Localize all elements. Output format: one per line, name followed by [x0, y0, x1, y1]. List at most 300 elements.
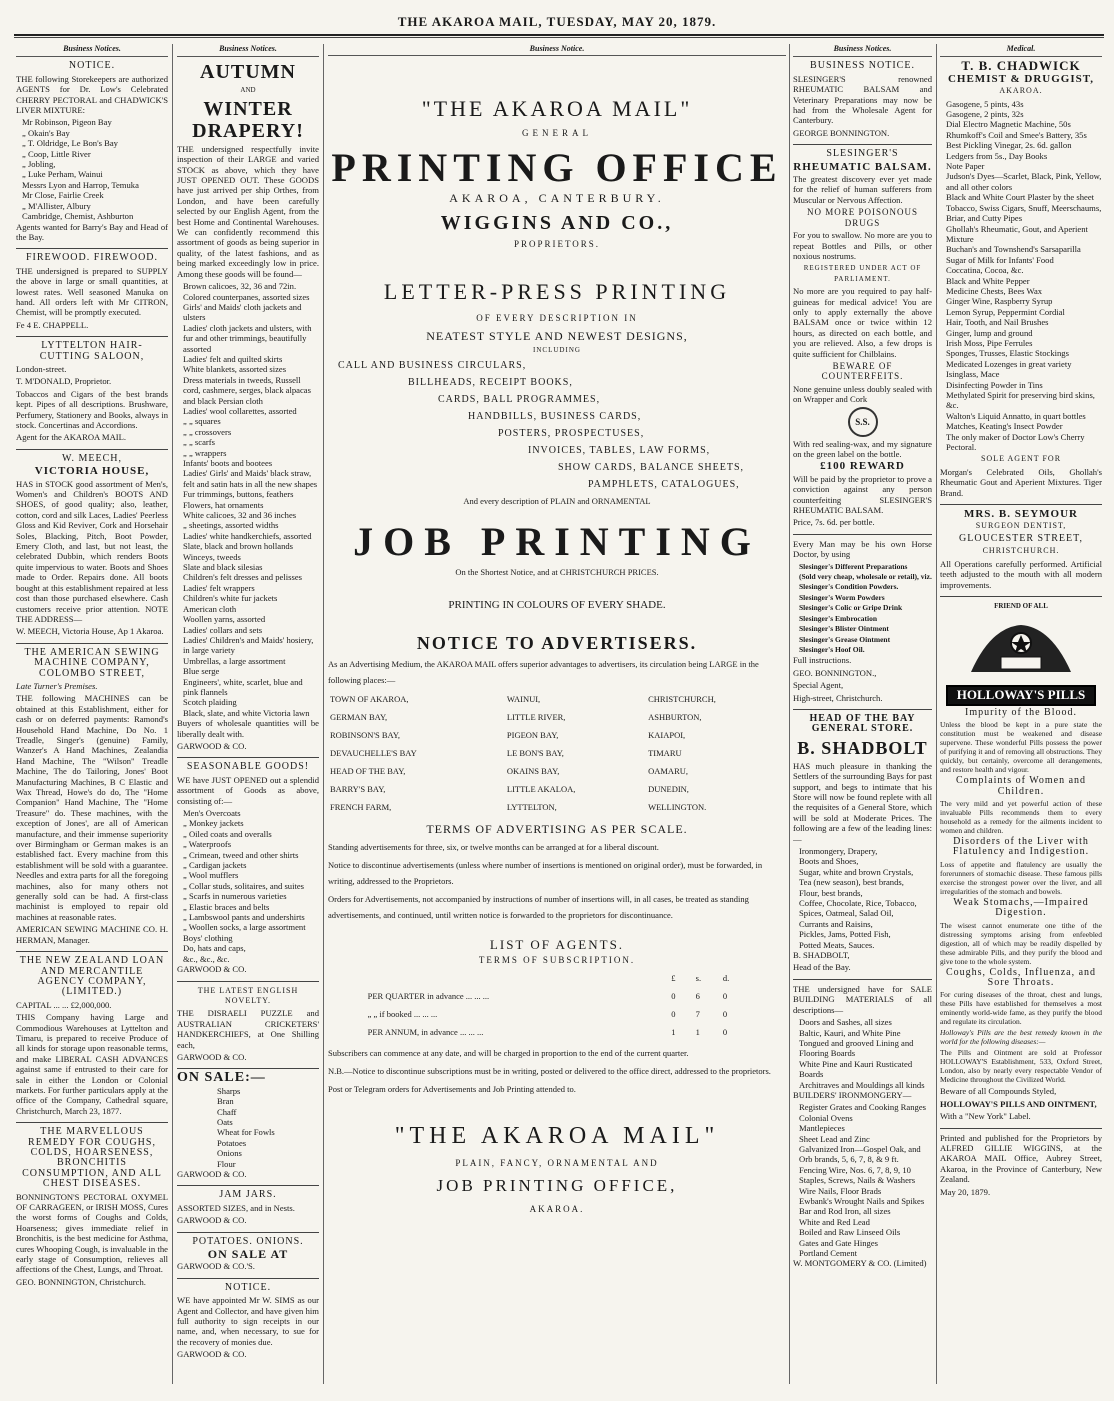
shadbolt-item: Flour, best brands, [799, 887, 863, 898]
seasonable-item: „ Lambswool pants and undershirts [183, 912, 305, 923]
town-cell: PIGEON BAY, [506, 730, 559, 740]
separator [16, 643, 168, 644]
complaints-body: The very mild and yet powerful action of these invaluable Pills recommends them to every household as a remedy for the ailments incident to women and children. [940, 798, 1102, 835]
sewing-signature: AMERICAN SEWING MACHINE CO. H. HERMAN, Manager. [16, 924, 168, 945]
product-item: Note Paper [946, 161, 985, 172]
drapery-item: American cloth [183, 603, 237, 614]
chadwick-heading: T. B. CHADWICK [961, 58, 1081, 74]
preparation-item: Slesinger's Worm Powders [799, 592, 885, 602]
preparation-item: Slesinger's Condition Powders. [799, 582, 899, 592]
sub-cell: 0 [671, 991, 676, 1001]
drapery-item: Colored counterpanes, assorted sizes [183, 291, 310, 302]
town-cell: ASHBURTON, [648, 712, 702, 722]
towns-row [328, 726, 786, 744]
agent-item: „ M'Allister, Albury [22, 200, 91, 211]
seasonable-item: „ Crimean, tweed and other shirts [183, 849, 299, 860]
preparation-item: Slesinger's Blister Ointment [799, 624, 889, 634]
onsale-item: Flour [217, 1158, 236, 1169]
shadbolt-item: Pickles, Jams, Potted Fish, [799, 929, 891, 940]
agents-list [16, 117, 168, 221]
product-item: Ghollah's Rheumatic, Gout, and Aperient Mixture [946, 223, 1088, 244]
subscribers-paragraph: Subscribers can commence at any date, and will be charged in proportion to the end of the current quarter. [328, 1048, 689, 1058]
product-item: Gasogene, 5 pints, 43s [946, 98, 1024, 109]
product-item: Coccatina, Cocoa, &c. [946, 265, 1024, 276]
and-heading: AND [240, 86, 256, 95]
shadbolt-heading: B. SHADBOLT [797, 737, 928, 758]
sub-cell: 0 [671, 1009, 676, 1019]
drapery-items [177, 281, 319, 718]
registered-heading: REGISTERED UNDER ACT OF PARLIAMENT. [803, 264, 922, 283]
seasonable-item: „ Elastic braces and belts [183, 901, 270, 912]
towns-row [328, 780, 786, 798]
seasonable-item: „ Wool mufflers [183, 870, 239, 881]
shadbolt-item: Potted Meats, Sauces. [799, 939, 875, 950]
separator [793, 709, 932, 710]
separator [16, 336, 168, 337]
onsale-item: Onions [217, 1148, 242, 1159]
beware-heading: BEWARE OF COUNTERFEITS. [821, 360, 904, 382]
shadbolt-items [793, 846, 932, 950]
separator [177, 1278, 319, 1279]
product-item: Irish Moss, Pipe Ferrules [946, 337, 1033, 348]
including-label: INCLUDING [533, 346, 581, 354]
printing-item: BILLHEADS, RECEIPT BOOKS, [408, 377, 573, 388]
drapery-item: Slate and black silesias [183, 562, 263, 573]
towns-row [328, 762, 786, 780]
jam-title: JAM JARS. [219, 1189, 277, 1201]
product-item: Dial Electro Magnetic Machine, 50s [946, 119, 1071, 130]
standing-paragraph: Standing advertisements for three, six, or twelve months can be arranged at for a liberal discount. [328, 842, 659, 852]
product-item: Walton's Liquid Annatto, in quart bottles [946, 410, 1086, 421]
sub-cell: 1 [695, 1027, 700, 1037]
remedy-title: THE MARVELLOUS REMEDY FOR COUGHS, COLDS, HOARSENESS, BRONCHITIS CONSUMPTION, AND ALL CHEST DISEASES. [22, 1126, 162, 1190]
shadbolt-signature-2: Head of the Bay. [793, 962, 851, 973]
printing-item: INVOICES, TABLES, LAW FORMS, [528, 445, 711, 456]
drapery-item: „ „ wrappers [183, 447, 227, 458]
shadbolt-signature: B. SHADBOLT, [793, 950, 850, 961]
liver-body: Loss of appetite and flatulency are usually the forerunners of stomachic disease. These famous pills exercise the strongest power over the liver, and all irregularities of the stomach and bowels. [940, 859, 1102, 896]
column-4 [793, 44, 932, 1384]
column-divider [789, 44, 790, 1384]
agent-item: Cambridge, Chemist, Ashburton [22, 211, 134, 222]
sub-cell: PER ANNUM, in advance ... ... ... [367, 1027, 484, 1037]
separator [940, 1128, 1102, 1129]
agent-item: „ Jobling, [22, 159, 56, 170]
seasonable-item: „ Scarfs in numerous varieties [183, 891, 287, 902]
preparation-item: Slesinger's Different Preparations [799, 561, 908, 571]
separator [16, 449, 168, 450]
reward-body: Will be paid by the proprietor to prove a conviction against any person counterfeiting SLESINGER'S RHEUMATIC BALSAM. [793, 473, 932, 516]
town-cell: GERMAN BAY, [330, 712, 388, 722]
reward-heading: £100 REWARD [820, 460, 905, 473]
building-item: Baltic, Kauri, and White Pine Tongued and grooved Lining and Flooring Boards [799, 1027, 914, 1059]
wiggins-heading: WIGGINS AND CO., [440, 212, 674, 234]
sub-cell: 6 [695, 991, 700, 1001]
printing-office-heading: PRINTING OFFICE [331, 145, 783, 190]
sole-agent-items: Morgan's Celebrated Oils, Ghollah's Rheumatic Gout and Aperient Mixtures. Tiger Brand. [940, 466, 1102, 498]
drapery-item: White calicoes, 32 and 36 inches [183, 510, 297, 521]
masthead: THE AKAROA MAIL, TUESDAY, MAY 20, 1879. [397, 14, 717, 29]
montgomery-body: THE undersigned have for SALE BUILDING MATERIALS of all descriptions— [793, 983, 932, 1015]
sole-agent-heading: SOLE AGENT FOR [980, 454, 1062, 464]
seymour-heading: MRS. B. SEYMOUR [963, 508, 1078, 521]
preparations-list [793, 562, 932, 656]
colours-heading: PRINTING IN COLOURS OF EVERY SHADE. [448, 599, 666, 611]
drapery-item: Girls' and Maids' cloth jackets and ulsters [183, 301, 302, 323]
new-york-label: With a "New York" Label. [940, 1111, 1031, 1122]
every-description: OF EVERY DESCRIPTION IN [476, 313, 638, 323]
town-cell: CHRISTCHURCH, [648, 694, 716, 704]
coughs-heading: Coughs, Colds, Influenza, and Sore Throats. [945, 966, 1097, 988]
business-notice-title: BUSINESS NOTICE. [810, 60, 915, 72]
town-cell: DEVAUCHELLE'S BAY [330, 748, 417, 758]
complaints-heading: Complaints of Women and Children. [955, 775, 1087, 797]
nb-paragraph: N.B.—Notice to discontinue subscriptions must be in writing, posted or delivered to the office direct, addressed to the proprietors. [328, 1066, 771, 1076]
notice-title: NOTICE. [68, 60, 116, 72]
agent-item: Mr Robinson, Pigeon Bay [22, 117, 112, 128]
seasonable-item: &c., &c., &c. [183, 953, 230, 964]
town-cell: ROBINSON'S BAY, [330, 730, 401, 740]
meech-house: VICTORIA HOUSE, [34, 465, 150, 478]
building-items [793, 1017, 932, 1090]
novelty-title: THE LATEST ENGLISH NOVELTY. [197, 985, 299, 1005]
akaroa-label: AKAROA. [529, 1204, 585, 1214]
subscription-table [365, 969, 750, 1041]
lyttelton-body: Tobaccos and Cigars of the best brands kept. Pipes of all descriptions. Brushware, Perfumery, Stationery and Books, always in stock. Concertinas and Accordions. [16, 388, 168, 430]
town-cell: HEAD OF THE BAY, [330, 766, 406, 776]
agent-item: Messrs Lyon and Harrop, Temuka [22, 179, 139, 190]
shadbolt-item: Currants and Raisins, [799, 918, 873, 929]
no-more-body: For you to swallow. No more are you to repeat Bottles and Pills, or other noxious nostrums. [793, 230, 932, 261]
onsale-item: Bran [217, 1096, 234, 1107]
no-more-heading: NO MORE POISONOUS DRUGS [806, 207, 918, 228]
column-heading: Business Notices. [16, 44, 168, 57]
drapery-item: Ladies' white handkerchiefs, assorted [183, 530, 312, 541]
shadbolt-body: HAS much pleasure in thanking the Settlers of the surrounding Bays for past support, and begs to intimate that his Store will now be found replete with all the requisites of a General Store, which will be sold at Moderate Prices. The following are a few of the leading lines:— [793, 760, 932, 844]
seymour-body: All Operations carefully performed. Artificial teeth adjusted to the mouth with all modern improvements. [940, 558, 1102, 590]
building-item: White Pine and Kauri Rusticated Boards [799, 1058, 913, 1080]
winter-drapery-heading: WINTER DRAPERY! [192, 97, 304, 142]
preparation-item: Slesinger's Grease Ointment [799, 634, 891, 644]
column-heading: Business Notices. [793, 44, 932, 57]
product-item: Sponges, Trusses, Elastic Stockings [946, 348, 1069, 359]
proprietors-label: PROPRIETORS. [513, 239, 601, 249]
town-cell: LITTLE RIVER, [506, 712, 566, 722]
meech-body: HAS in STOCK good assortment of Men's, Women's and Children's BOOTS AND SHOES, of good quality; also, leather, cotton, cord and silk Laces, Ladies' Peerless Gloss and Kid Reviver, Cork and Horsehair Soles, Blacking, Pitch, Boot Powder, Emery Cloth, and last, but not least, the celebrated Dubbin, which renders Boots quite impervious to water. Boots and Shoes made to Order. Repairs done. All boots bought at this establishment repaired at less cost than those purchased elsewhere. Cash customers receive prior attention. NOTE THE ADDRESS— [16, 478, 168, 624]
shadbolt-item: Sugar, white and brown Crystals, [799, 866, 914, 877]
printing-item: CALL AND BUSINESS CIRCULARS, [338, 360, 527, 371]
registered-body: No more are you required to pay half-guineas for medical advice! You are only to apply externally the above BALSAM once or twice within 12 hours, as directed on each bottle, and you are relieved. Also, a few drops is quite sufficient for Chilblains. [793, 286, 932, 359]
pills-ointment: HOLLOWAY'S PILLS AND OINTMENT, [940, 1098, 1097, 1109]
lyttelton-proprietor: T. M'DONALD, Proprietor. [16, 376, 112, 387]
lyttelton-agent: Agent for the AKAROA MAIL. [16, 432, 127, 443]
shadbolt-item: Boots and Shoes, [799, 856, 859, 867]
shadbolt-item: Ironmongery, Drapery, [799, 846, 878, 856]
garwood-signature: GARWOOD & CO. [177, 1349, 247, 1360]
plain-ornamental: And every description of PLAIN and ORNAMENTAL [463, 496, 651, 506]
product-item: Buchan's and Townshend's Sarsaparilla [946, 244, 1081, 255]
ironmongery-item: Wire Nails, Floor Brads [799, 1185, 882, 1196]
drapery-item: Woollen yarns, assorted [183, 614, 266, 625]
ironmongery-item: Mantlepieces [799, 1123, 845, 1134]
notice-advertisers-heading: NOTICE TO ADVERTISERS. [416, 633, 698, 653]
column-1 [16, 44, 168, 1384]
drapery-item: Ladies' collars and sets [183, 624, 263, 635]
preparation-item: Slesinger's Embrocation [799, 613, 877, 623]
drapery-item: Blue serge [183, 666, 220, 677]
town-cell: TIMARU [648, 748, 682, 758]
preparation-item: (Sold very cheap, wholesale or retail), viz. [799, 572, 932, 582]
seasonable-item: „ Oiled coats and overalls [183, 828, 272, 839]
onsale-item: Potatoes [217, 1137, 247, 1148]
town-cell: TOWN OF AKAROA, [330, 694, 409, 704]
loan-title: THE NEW ZEALAND LOAN AND MERCANTILE AGENCY COMPANY, (LIMITED.) [19, 955, 165, 998]
jam-body: ASSORTED SIZES, and in Nests. [177, 1202, 295, 1213]
drapery-item: Engineers', white, scarlet, blue and pink flannels [183, 676, 303, 697]
drapery-body: THE undersigned respectfully invite inspection of their LARGE and varied STOCK as above, which they have JUST OPENED OUT. These GOODS have just arrived per ship Orthes, from London, and have been carefully selected by our English Agent, from the best Home and Continental Warehouses. We can confidently recommend this assortment of goods as being superior in quality, of the latest fashions, and as being marked exceedingly low in price. Among these goods will be found— [177, 143, 319, 279]
separator [177, 1185, 319, 1186]
subscription-row [365, 1005, 750, 1023]
sub-header-cell: £ [671, 973, 676, 983]
separator [16, 1122, 168, 1123]
sub-cell: 1 [671, 1027, 676, 1037]
lyttelton-title: LYTTELTON HAIR-CUTTING SALOON, [39, 340, 145, 362]
loan-body: THIS Company having Large and Commodious Warehouses at Lyttelton and Timaru, is prepared to receive Produce of all kinds for storage upon reasonable terms, and make LIBERAL CASH ADVANCES against same if entrusted to their care for sale in either the London or Colonial markets. For further particulars apply at the office of the Company, Cathedral square, Christchurch, March 23, 1877. [16, 1012, 168, 1116]
separator [793, 979, 932, 980]
potatoes-body: ON SALE AT [207, 1247, 289, 1262]
product-item: Ledgers from 5s., Day Books [946, 150, 1048, 161]
drapery-item: Ladies' felt wrappers [183, 582, 255, 593]
chemist-products [940, 99, 1102, 453]
town-cell: OKAINS BAY, [506, 766, 560, 776]
christchurch-label: CHRISTCHURCH. [982, 546, 1060, 556]
terms-advertising: TERMS OF ADVERTISING AS PER SCALE. [426, 822, 688, 836]
notice-body: WE have appointed Mr W. SIMS as our Agent and Collector, and have given him full authority to sign receipts in our name, and, when necessary, to sue for the recovery of monies due. [177, 1295, 319, 1347]
sub-header-cell: d. [722, 973, 730, 983]
seasonable-item: „ Woollen socks, a large assortment [183, 922, 306, 933]
bonnington-signature: GEORGE BONNINGTON. [793, 127, 890, 138]
onsale-item: Wheat for Fowls [217, 1127, 275, 1138]
column-2 [177, 44, 319, 1384]
head-bay-heading: HEAD OF THE BAY GENERAL STORE. [809, 712, 916, 735]
remedy-body: BONNINGTON'S PECTORAL OXYMEL OF CARRAGEEN, or IRISH MOSS, Cures the worst forms of Coughs and Colds, Hoarseness; gives immediate relief in Bronchitis, is the best medicine for Asthma, cures Whooping Cough, is invaluable in the early stage of Consumption, relieves all affections of the Chest, Lungs, and Throat. [16, 1191, 168, 1275]
terms-subscription: TERMS OF SUBSCRIPTION. [478, 955, 636, 965]
imprint-date: May 20, 1879. [940, 1186, 991, 1197]
center-printing-advert [328, 44, 786, 1384]
ironmongery-item: Register Grates and Cooking Ranges [799, 1102, 926, 1113]
sub-cell: 7 [695, 1009, 700, 1019]
holloways-pills-banner: HOLLOWAY'S PILLS [946, 685, 1096, 705]
sub-cell: 0 [722, 1027, 728, 1037]
price: Price, 7s. 6d. per bottle. [793, 517, 875, 528]
separator [177, 1068, 319, 1069]
towns-row [328, 744, 786, 762]
ironmongery-item: White and Red Lead [799, 1216, 870, 1227]
drapery-item: Dress materials in tweeds, Russell cord, cashmere, serges, black alpacas and black Persian cloth [183, 374, 311, 406]
column-5 [940, 44, 1102, 1384]
firewood-body: THE undersigned is prepared to SUPPLY the above in large or small quantities, at lowest rates. Well seasoned Manuka on hand. All orders left with Mr CITRON, Chemist, will be promptly executed. [16, 265, 168, 318]
gloucester-label: GLOUCESTER STREET, [959, 532, 1083, 544]
onsale-item: Chaff [217, 1106, 237, 1117]
seasonable-item: Men's Overcoats [183, 808, 241, 818]
printed-imprint: Printed and published for the Proprietors by ALFRED GILLIE WIGGINS, at the AKAROA MAIL Office, Aubrey Street, Akaroa, in the Province of Canterbury, New Zealand. [940, 1132, 1102, 1185]
slesinger-name: SLESINGER'S [826, 148, 899, 160]
autumn-heading: AUTUMN [200, 61, 296, 84]
product-item: Black and White Pepper [946, 275, 1030, 286]
rheumatic-heading: RHEUMATIC BALSAM. [793, 160, 932, 173]
garwood-signature: GARWOOD & CO. [177, 1215, 247, 1226]
seasonable-title: SEASONABLE GOODS! [186, 761, 310, 773]
towns-row [328, 690, 786, 708]
seasonable-item: „ Waterproofs [183, 839, 232, 850]
remedy-signature: GEO. BONNINGTON, Christchurch. [16, 1276, 146, 1287]
drapery-item: „ „ crossovers [183, 426, 232, 437]
product-item: Ginger Wine, Raspberry Syrup [946, 296, 1053, 307]
drapery-item: Ladies' felt and quilted skirts [183, 353, 283, 364]
firewood-signature: Fe 4 E. CHAPPELL. [16, 319, 89, 330]
sewing-subtitle: Late Turner's Premises. [16, 680, 98, 691]
post-paragraph: Post or Telegram orders for Advertisements and Job Printing attended to. [328, 1084, 576, 1094]
job-printing-office-heading: JOB PRINTING OFFICE, [436, 1176, 678, 1195]
ironmongery-item: Boiled and Raw Linseed Oils [799, 1227, 901, 1238]
akaroa-mail-title: "THE AKAROA MAIL" [421, 96, 693, 121]
drapery-item: Scotch plaiding [183, 697, 237, 708]
garwood-signature: GARWOOD & CO. [177, 964, 247, 975]
product-item: Isinglass, Mace [946, 369, 1000, 380]
shadbolt-item: Tea (new season), best brands, [799, 877, 904, 888]
neatest-style: NEATEST STYLE AND NEWEST DESIGNS, [426, 329, 688, 343]
drapery-item: Children's felt dresses and pelisses [183, 572, 302, 583]
towns-row [328, 798, 786, 816]
royal-crest-icon [961, 617, 1081, 679]
sub-cell: „ „ if booked ... ... ... [367, 1009, 438, 1019]
product-item: Tobacco, Swiss Cigars, Snuff, Meerschaums, Briar, and Cutty Pipes [946, 202, 1102, 224]
drapery-item: Black, slate, and white Victoria lawn [183, 707, 310, 718]
garwood-signature: GARWOOD & CO. [177, 740, 247, 751]
building-item: Doors and Sashes, all sizes [799, 1017, 892, 1028]
product-item: Gasogene, 2 pints, 32s [946, 109, 1024, 120]
product-item: Medicine Chests, Bees Wax [946, 285, 1043, 296]
ironmongery-item: Ewbank's Wrought Nails and Spikes [799, 1196, 925, 1206]
column-divider [172, 44, 173, 1384]
drapery-item: Umbrellas, a large assortment [183, 655, 286, 666]
separator [16, 951, 168, 952]
meech-signature: W. MEECH, Victoria House, Ap 1 Akaroa. [16, 626, 164, 637]
product-item: Medicated Lozenges in great variety [946, 358, 1072, 369]
drapery-item: „ „ scarfs [183, 437, 215, 448]
seasonable-item: Boys' clothing [183, 932, 233, 943]
plain-fancy-label: PLAIN, FANCY, ORNAMENTAL AND [455, 1158, 659, 1168]
seasonable-item: „ Cardigan jackets [183, 860, 247, 871]
pills-body: The Pills and Ointment are sold at Professor HOLLOWAY'S Establishment, 533, Oxford Street, London, also by nearly every respectable Vendor of Medicine throughout the Civilized World. [940, 1048, 1102, 1085]
masthead-rule [14, 34, 1104, 36]
garwood-signature: GARWOOD & CO.'S. [177, 1261, 255, 1272]
beware-compounds: Beware of all Compounds Styled, [940, 1086, 1057, 1097]
drapery-item: Brown calicoes, 32, 36 and 72in. [183, 281, 297, 292]
special-agent: Special Agent, [793, 680, 844, 691]
separator [16, 248, 168, 249]
slesinger-body: SLESINGER'S renowned RHEUMATIC BALSAM and Veterinary Preparations may now be had from the Wholesale Agent for Canterbury. [793, 73, 932, 126]
beware-body: None genuine unless doubly sealed with on Wrapper and Cork [793, 383, 932, 405]
loan-capital: CAPITAL ... ... £2,000,000. [16, 999, 112, 1010]
letterpress-heading: LETTER-PRESS PRINTING [383, 279, 731, 304]
seal-body: With red sealing-wax, and my signature on the green label on the bottle. [793, 438, 932, 459]
drapery-item: Ladies' Children's and Maids' hosiery, in large variety [183, 634, 314, 656]
agents-wanted: Agents wanted for Barry's Bay and Head of the Bay. [16, 221, 168, 242]
subscription-row [365, 987, 750, 1005]
ironmongery-item: Colonial Ovens [799, 1112, 853, 1123]
column-heading: Business Notice. [328, 44, 786, 56]
ironmongery-item: Sheet Lead and Zinc [799, 1133, 870, 1144]
sewing-body: THE following MACHINES can be obtained at this Establishment, either for cash or on deferred payments: Ramond's Household Hand Machine, Do No. 1 Treadle, Singer's (genuine) Family, Wanzer's A Hand Machines, Zealandia Hand Machine, The "Wilson" Treadle Machine, The do Tailoring, Jones' Boot Manufacturing Machines, B C Elastic and Wax Thread, Howe's do do, The "Home Companion" Hand Machine, The "Home Treasure" do. These machines, with the exception of Jones', are all of American manufacture, and their immense superiority over Birmingham or German makes is an established fact. Every machine from this establishment will be sold with a guarantee. Needles and extra parts for all the foregoing machines, also for many others not generally sold can be had. A first-class machinist is employed to repair old machines at reasonable rates. [16, 693, 168, 922]
preparation-item: Slesinger's Hoof Oil. [799, 644, 865, 654]
product-item: Rhumkoff's Coil and Smee's Battery, 35s [946, 129, 1087, 140]
discontinue-paragraph: Notice to discontinue advertisements (unless where number of insertions is mentioned on original order), must be forwarded, in writing, addressed to the Proprietors. [328, 860, 763, 886]
drapery-item: Slate, black and brown hollands [183, 541, 294, 552]
column-heading: Medical. [940, 44, 1102, 57]
town-cell: WAINUI, [506, 694, 541, 704]
printing-item: SHOW CARDS, BALANCE SHEETS, [558, 462, 744, 473]
product-item: Matches, Keating's Insect Powder [946, 421, 1063, 432]
seasonable-item: „ Monkey jackets [183, 818, 244, 829]
ironmongery-item: Gates and Gate Hinges [799, 1237, 878, 1248]
surgeon-label: SURGEON DENTIST, [975, 521, 1067, 531]
drapery-foot: Buyers of wholesale quantities will be liberally dealt with. [177, 718, 319, 739]
agent-item: „ T. Oldridge, Le Bon's Bay [22, 138, 118, 149]
high-street: High-street, Christchurch. [793, 692, 883, 703]
product-item: The only maker of Doctor Low's Cherry Pectoral. [946, 431, 1085, 453]
drapery-item: „ „ squares [183, 416, 221, 427]
bonnington-signature-2: GEO. BONNINGTON., [793, 667, 877, 678]
product-item: Disinfecting Powder in Tins [946, 379, 1043, 390]
coughs-body: For curing diseases of the throat, chest and lungs, these Pills have established for themselves a most eminently world-wide fame, as they purify the blood and regulate its circulation. [940, 990, 1102, 1027]
efficacious-heading: Holloway's Pills are the best remedy known in the world for the following diseases:— [940, 1028, 1102, 1047]
separator [177, 1232, 319, 1233]
akaroa-mail-title-2: "THE AKAROA MAIL" [394, 1123, 720, 1149]
agent-item: „ Luke Perham, Wainui [22, 169, 103, 180]
town-cell: FRENCH FARM, [330, 802, 392, 812]
town-cell: LE BON'S BAY, [506, 748, 564, 758]
seal-text: S.S. [855, 416, 870, 427]
town-cell: OAMARU, [648, 766, 688, 776]
printing-item: PAMPHLETS, CATALOGUES, [588, 479, 740, 490]
separator [177, 757, 319, 758]
town-cell: LYTTELTON, [506, 802, 557, 812]
drapery-item: Fur trimmings, buttons, feathers [183, 489, 294, 500]
meech-name: W. MEECH, [61, 452, 123, 464]
orders-paragraph: Orders for Advertisements, not accompanied by instructions of number of insertions will, in all cases, be treated as standing advertisements, and continued, until written notice is forwarded to the proprietors for discontinuance. [328, 894, 749, 920]
onsale-items [177, 1086, 319, 1169]
garwood-signature: GARWOOD & CO. [177, 1051, 247, 1062]
list-agents-heading: LIST OF AGENTS. [489, 937, 625, 952]
shortest-notice: On the Shortest Notice, and at CHRISTCHURCH PRICES. [455, 567, 659, 577]
subscription-header [365, 969, 750, 987]
drapery-item: Winceys, tweeds [183, 551, 241, 562]
ironmongery-item: Staples, Screws, Nails & Washers [799, 1175, 916, 1186]
drapery-item: Flowers, hat ornaments [183, 499, 264, 510]
liver-heading: Disorders of the Liver with Flatulency and Indigestion. [952, 835, 1090, 858]
separator [793, 144, 932, 145]
sub-cell: 0 [722, 1009, 728, 1019]
printing-item: HANDBILLS, BUSINESS CARDS, [468, 411, 642, 422]
impurity-body: Unless the blood be kept in a pure state the constitution must be weakened and disease supervene. These wonderful Pills possess the power of purifying it and of removing all obstructions. They quickly, but certainly, overcome all derangements, and restore health and vigour. [940, 720, 1102, 775]
every-man: Every Man may be his own Horse Doctor, by using [793, 538, 932, 560]
drapery-item: White blankets, assorted sizes [183, 364, 287, 375]
town-cell: KAIAPOI, [648, 730, 686, 740]
towns-row [328, 708, 786, 726]
drapery-item: Children's white fur jackets [183, 593, 278, 604]
novelty-body: THE DISRAELI PUZZLE and AUSTRALIAN CRICKETERS' HANDKERCHIEFS, at One Shilling each, [177, 1008, 319, 1050]
